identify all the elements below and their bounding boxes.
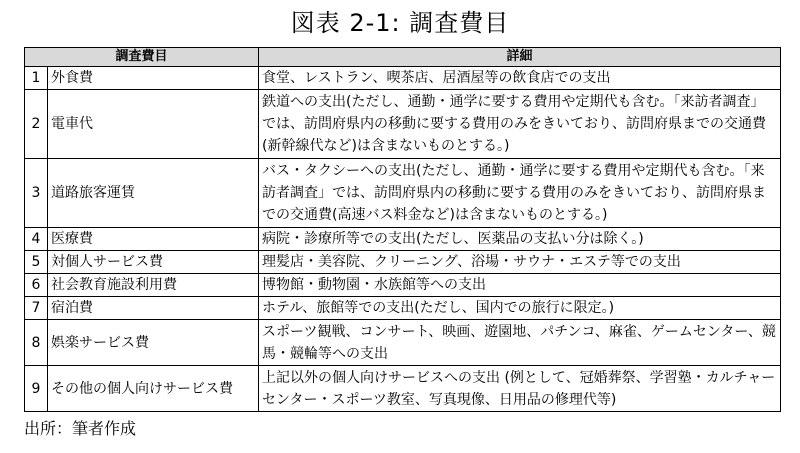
row-detail: 上記以外の個人向けサービスへの支出 (例として、冠婚葬祭、学習塾・カルチャーセンター・スポーツ教室、写真現像、日用品の修理代等) [259, 366, 781, 412]
row-number: 6 [25, 274, 48, 297]
header-item: 調査費目 [25, 48, 259, 67]
row-item: 対個人サービス費 [48, 251, 259, 274]
row-number: 5 [25, 251, 48, 274]
row-item: 医療費 [48, 228, 259, 251]
header-detail: 詳細 [259, 48, 781, 67]
row-number: 4 [25, 228, 48, 251]
table-row [25, 90, 781, 159]
row-item: 外食費 [48, 67, 259, 90]
table-row [25, 67, 781, 90]
row-detail: 鉄道への支出(ただし、通勤・通学に要する費用や定期代も含む。「来訪者調査」では、訪問府県内の移動に要する費用のみをきいており、訪問府県までの交通費(新幹線代など)は含まないものとする。) [259, 90, 781, 159]
survey-items-table [24, 47, 781, 412]
table-row [25, 251, 781, 274]
table-row [25, 366, 781, 412]
row-detail: ホテル、旅館等での支出(ただし、国内での旅行に限定。) [259, 297, 781, 320]
row-number: 3 [25, 159, 48, 228]
row-item: 電車代 [48, 90, 259, 159]
row-number: 7 [25, 297, 48, 320]
row-detail: 病院・診療所等での支出(ただし、医薬品の支払い分は除く。) [259, 228, 781, 251]
table-row [25, 320, 781, 366]
row-item: 宿泊費 [48, 297, 259, 320]
table-row [25, 297, 781, 320]
table-header-row [25, 48, 781, 67]
row-number: 9 [25, 366, 48, 412]
row-item: その他の個人向けサービス費 [48, 366, 259, 412]
row-item: 道路旅客運賃 [48, 159, 259, 228]
row-number: 8 [25, 320, 48, 366]
table-row [25, 159, 781, 228]
table-row [25, 228, 781, 251]
row-detail: 博物館・動物園・水族館等への支出 [259, 274, 781, 297]
source-note: 出所：筆者作成 [24, 419, 137, 438]
row-number: 1 [25, 67, 48, 90]
table-row [25, 274, 781, 297]
row-item: 娯楽サービス費 [48, 320, 259, 366]
row-detail: 食堂、レストラン、喫茶店、居酒屋等の飲食店での支出 [259, 67, 781, 90]
row-number: 2 [25, 90, 48, 159]
row-detail: バス・タクシーへの支出(ただし、通勤・通学に要する費用や定期代も含む。「来訪者調査」では、訪問府県内の移動に要する費用のみをきいており、訪問府県までの交通費(高速バス料金など)は含まないものとする。) [259, 159, 781, 228]
row-detail: スポーツ観戦、コンサート、映画、遊園地、パチンコ、麻雀、ゲームセンター、競馬・競輪等への支出 [259, 320, 781, 366]
row-detail: 理髪店・美容院、クリーニング、浴場・サウナ・エステ等での支出 [259, 251, 781, 274]
table-title: 図表 2-1: 調査費目 [290, 9, 510, 37]
row-item: 社会教育施設利用費 [48, 274, 259, 297]
